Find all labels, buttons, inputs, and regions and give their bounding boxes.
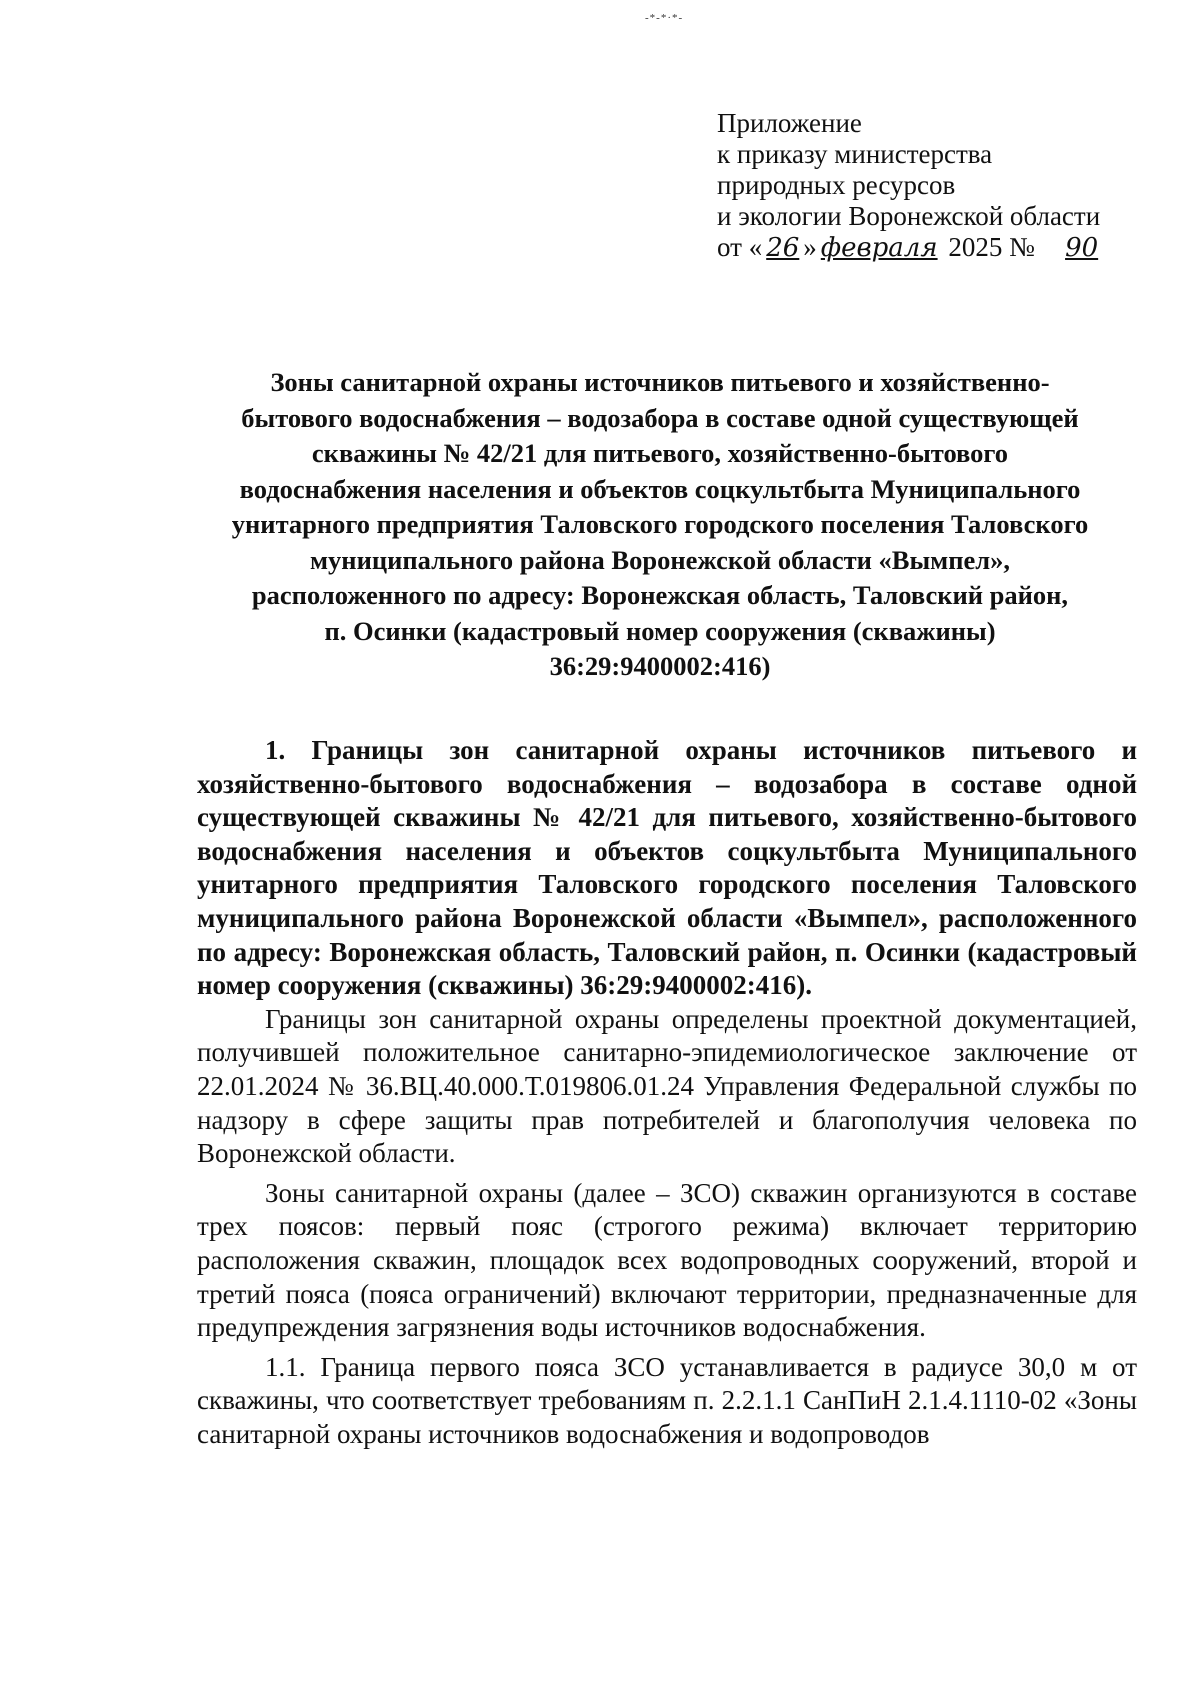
order-date-line — [717, 232, 1177, 264]
appendix-line-2: к приказу министерства — [717, 139, 993, 169]
order-number-handwritten: 90 — [1065, 233, 1099, 263]
title-line-4: водоснабжения населения и объектов соцкультбыта Муниципального — [239, 473, 1081, 504]
appendix-line-3: природных ресурсов — [717, 170, 956, 200]
scan-mark: -*-*·*- — [645, 12, 684, 24]
paragraph-first-belt: 1.1. Граница первого пояса ЗСО устанавливается в радиусе 30,0 м от скважины, что соответствует требованиям п. 2.2.1.1 СанПиН 2.1.4.1110-02 «Зоны санитарной охраны источников водоснабжения и водопроводов — [197, 1351, 1137, 1449]
title-line-3: скважины № 42/21 для питьевого, хозяйственно-бытового — [311, 438, 1009, 468]
appendix-line-4: и экологии Воронежской области — [717, 201, 1101, 231]
order-day-handwritten: 26 — [766, 233, 800, 263]
title-line-2: бытового водоснабжения – водозабора в составе одной существующей — [241, 402, 1079, 433]
document-title — [195, 365, 1125, 685]
title-line-7: расположенного по адресу: Воронежская область, Таловский район, — [251, 580, 1069, 610]
order-month-handwritten: февраля — [820, 233, 938, 263]
paragraph-boundaries: Границы зон санитарной охраны определены проектной документацией, получившей положительное санитарно-эпидемиологическое заключение от 22.01.2024 № 36.ВЦ.40.000.Т.019806.01.24 Управления Федеральной службы по надзору в сфере защиты прав потребителей и благополучия человека по Воронежской области. — [197, 1003, 1137, 1169]
title-line-6: муниципального района Воронежской области «Вымпел», — [310, 544, 1010, 575]
order-prefix: от « — [717, 232, 763, 262]
order-year-label: 2025 № — [941, 232, 1042, 262]
document-body — [197, 734, 1137, 1451]
title-line-1: Зоны санитарной охраны источников питьевого и хозяйственно- — [270, 367, 1050, 397]
paragraph-zones: Зоны санитарной охраны (далее – ЗСО) скважин организуются в составе трех поясов: первый пояс (строгого режима) включает территорию расположения скважин, площадок всех водопроводных сооружений, второй и третий пояса (пояса ограничений) включают территории, предназначенные для предупреждения загрязнения воды источников водоснабжения. — [197, 1177, 1137, 1343]
order-mid: » — [803, 232, 817, 262]
title-line-8: п. Осинки (кадастровый номер сооружения (скважины) — [324, 615, 996, 646]
appendix-block — [717, 108, 1177, 264]
title-line-9: 36:29:9400002:416) — [549, 651, 771, 681]
section-1-heading: 1. Границы зон санитарной охраны источников питьевого и хозяйственно-бытового водоснабжения – водозабора в составе одной существующей скважины № 42/21 для питьевого, хозяйственно-бытового водоснабжения населения и объектов соцкультбыта Муниципального унитарного предприятия Таловского городского поселения Таловского муниципального района Воронежской области «Вымпел», расположенного по адресу: Воронежская область, Таловский район, п. Осинки (кадастровый номер сооружения (скважины) 36:29:9400002:416). — [197, 735, 1137, 1001]
title-line-5: унитарного предприятия Таловского городского поселения Таловского — [231, 509, 1089, 539]
appendix-line-1: Приложение — [717, 108, 862, 138]
